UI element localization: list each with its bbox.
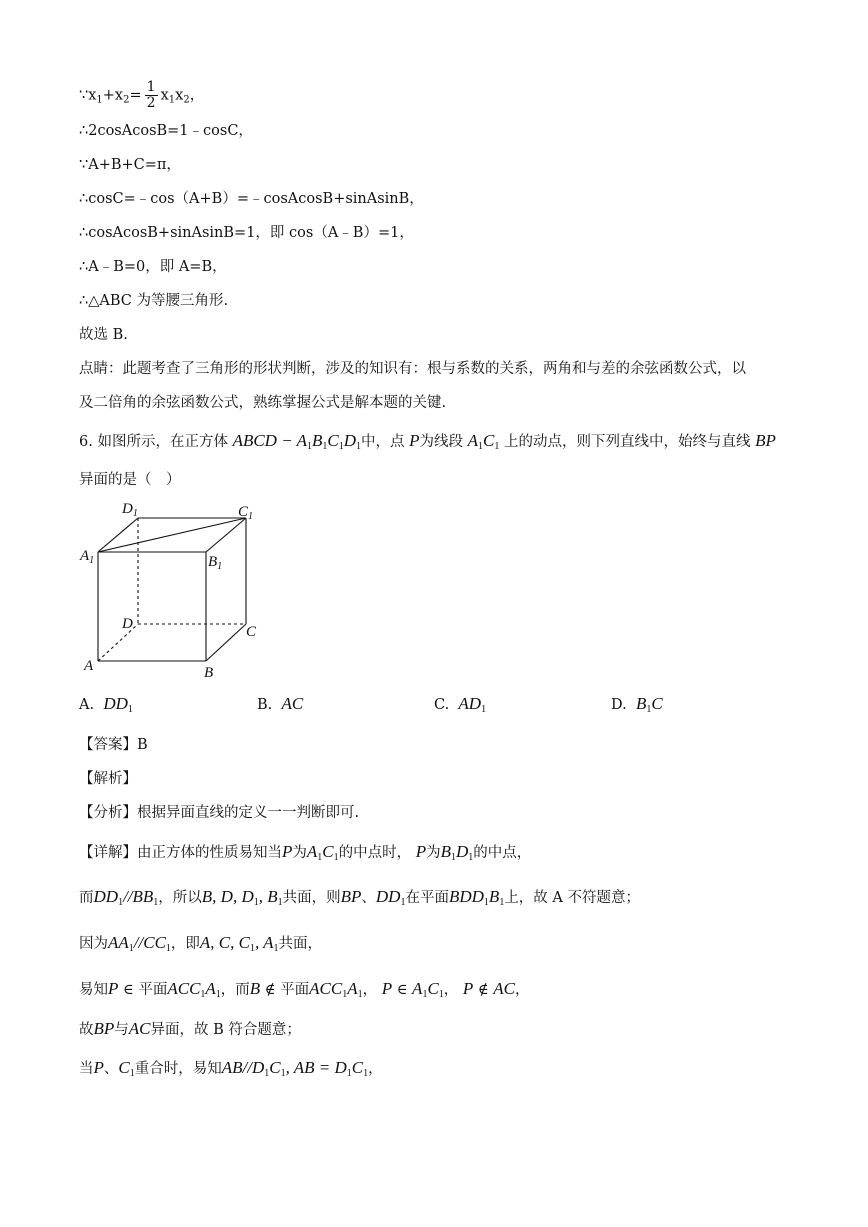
detail-line-5: 故BP与AC异面，故 B 符合题意； [79,1019,301,1038]
analysis-summary: 【分析】根据异面直线的定义一一判断即可. [79,805,360,821]
option-d[interactable]: D. $B_1C$ [611,694,663,715]
equation-line-6: ∴A﹣B=0，即 A=B， [79,259,227,275]
label-A1: $A_1$ [80,548,95,566]
equation-line-4: ∴cosC=﹣cos（A+B）=﹣cosAcosB+sinAsinB， [79,191,424,207]
remark-line-2: 及二倍角的余弦函数公式，熟练掌握公式是解本题的关键. [79,395,447,411]
option-a[interactable]: A. $DD_1$ [79,694,133,715]
equation-line-2: ∴2cosAcosB=1﹣cosC， [79,123,253,139]
detail-line-4: 易知P ∈ 平面$ACC_1A_1$，而B ∉ 平面$ACC_1A_1$， P ∈ $A_1C_1$， P ∉ AC， [79,979,530,1000]
detail-line-2: 而$DD_1//BB_1$，所以B, D, $D_1$, $B_1$共面，则BP、$DD_1$在平面$BDD_1B_1$上，故 A 不符题意； [79,887,641,908]
label-C1: $C_1$ [238,504,254,522]
equation-line-1: $\because x_1+x_2=$ $\frac{1}{2}$ $x_1x_2$， [79,79,205,111]
cube-figure [78,500,268,680]
detail-line-6: 当P、$C_1$重合时，易知$AB//D_1C_1$, AB = $D_1C_1$， [79,1058,383,1079]
label-B: B [204,665,214,680]
choice-line: 故选 B. [79,327,128,343]
equation-line-5: ∴cosAcosB+sinAsinB=1，即 cos（A﹣B）=1， [79,225,414,241]
detail-line-3: 因为$AA_1//CC_1$，即A, C, $C_1$, $A_1$共面， [79,933,323,954]
analysis-heading: 【解析】 [79,771,137,787]
option-b[interactable]: B. AC [257,694,304,713]
conclusion-line: ∴△ABC 为等腰三角形. [79,293,229,309]
label-D1: $D_1$ [122,501,138,519]
remark-line-1: 点睛：此题考查了三角形的形状判断，涉及的知识有：根与系数的关系，两角和与差的余弦函数公式，以 [79,361,746,377]
equation-line-3: ∵A+B+C=π， [79,157,181,173]
cube-name: ABCD − $A_1B_1C_1D_1$ [232,431,362,452]
option-c[interactable]: C. $AD_1$ [434,694,487,715]
detail-line-1: 【详解】由正方体的性质易知当P为$A_1C_1$的中点时， P为$B_1D_1$的中点， [79,842,532,863]
label-A: A [84,658,94,674]
fraction: $\frac{1}{2}$ [146,79,156,111]
answer-label: 【答案】B [79,737,148,753]
label-C: C [246,624,257,640]
question-6-text: 6. 如图所示，在正方体 ABCD − $A_1B_1C_1D_1$中，点 P为线段 $A_1C_1$ 上的动点，则下列直线中，始终与直线 BP [79,431,776,452]
question-6-text-2: 异面的是（ ） [79,472,181,488]
label-D: D [122,616,133,632]
label-B1: $B_1$ [208,554,223,572]
